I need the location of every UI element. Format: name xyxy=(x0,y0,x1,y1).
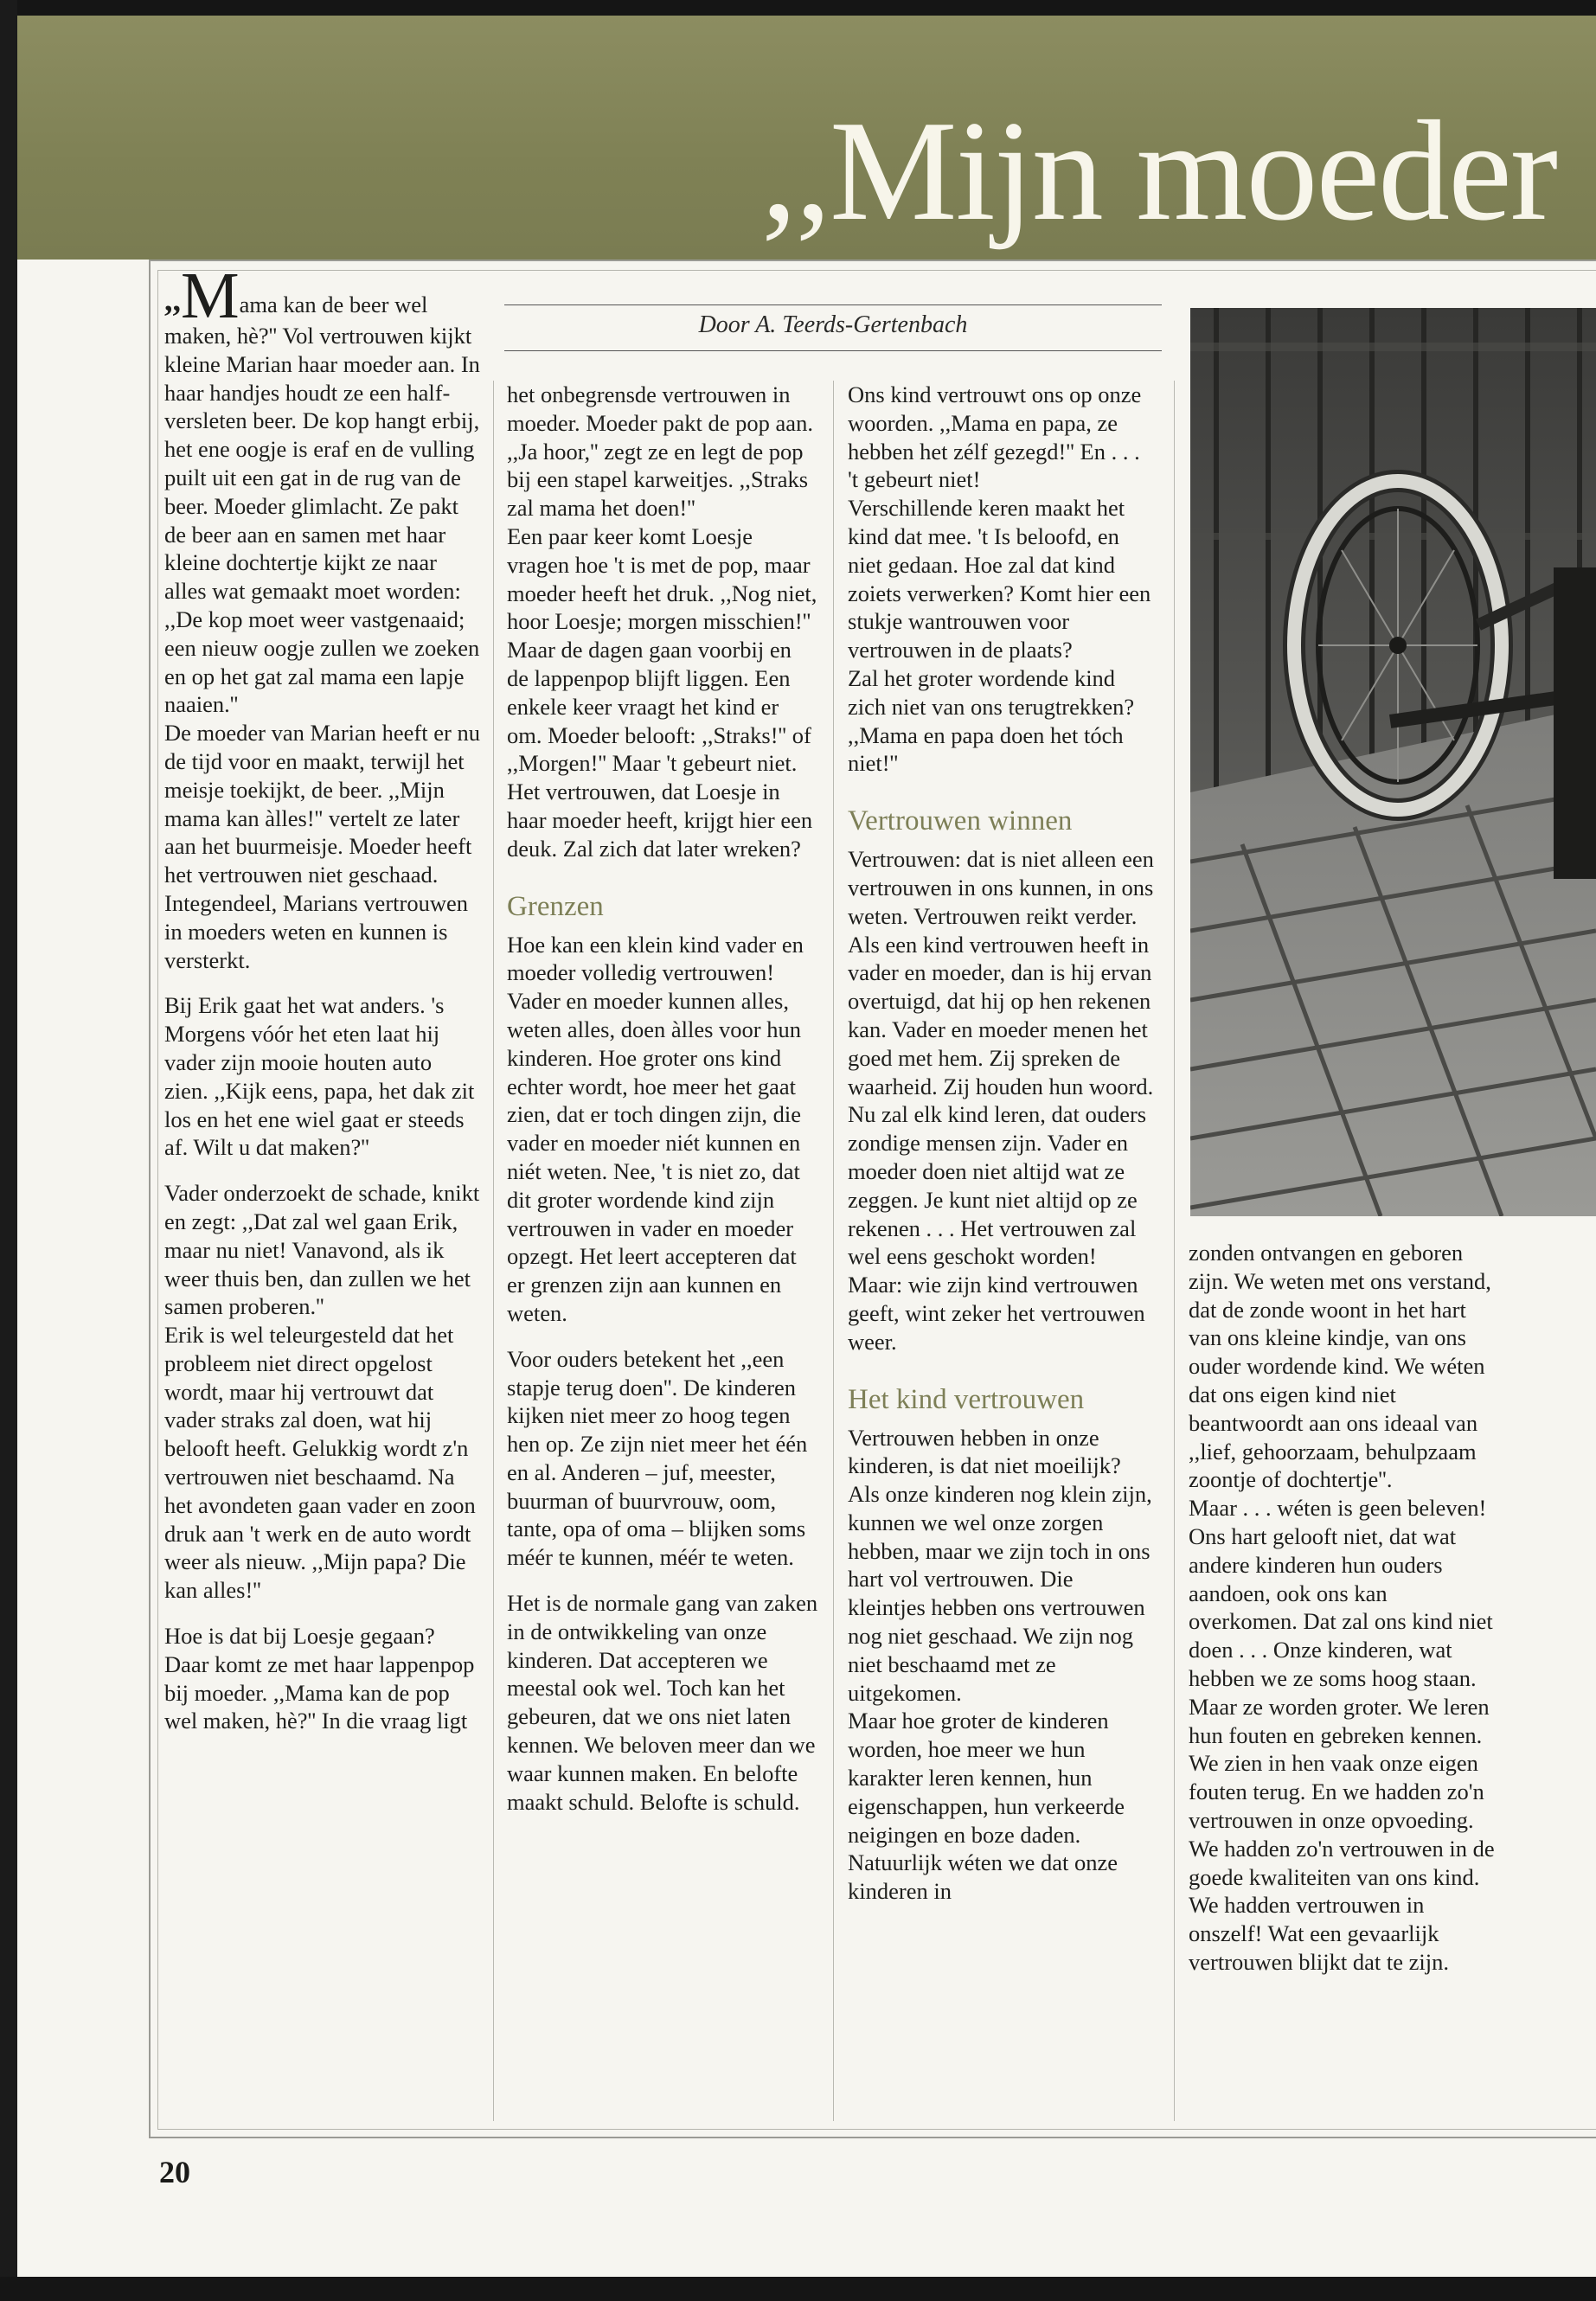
paragraph: Hoe kan een klein kind vader en moeder volledig vertrouwen! Vader en moeder kunnen alles, weten alles, doen àlles voor hun kinderen. Hoe groter ons kind echter wordt, hoe meer het gaat zien, dat er toch dingen zijn, die vader en moeder niét kunnen en niét weten. Nee, 't is niet zo, dat dit groter wordende kind zijn vertrouwen in vader en moeder opzegt. Het leert accepteren dat er grenzen zijn aan kunnen en weten. xyxy=(507,931,804,1326)
byline: Door A. Teerds-Gertenbach xyxy=(698,311,968,338)
bicycle-photo xyxy=(1190,308,1596,1216)
paragraph: Hoe is dat bij Loesje gegaan? Daar komt ze met haar lappenpop bij moeder. ,,Mama kan de pop wel maken, hè?'' In die vraag ligt xyxy=(164,1623,475,1734)
column-3 xyxy=(848,381,1155,1906)
paragraph: Vertrouwen hebben in onze kinderen, is dat niet moeilijk? Als onze kinderen nog klein zijn, kunnen we wel onze zorgen hebben, maar we zijn toch in ons hart vol vertrouwen. Die kleintjes hebben ons vertrouwen nog niet geschaad. We zijn nog niet beschaamd met ze uitgekomen. xyxy=(848,1424,1152,1706)
subheading-grenzen: Grenzen xyxy=(507,890,604,922)
paragraph: Maar de dagen gaan voorbij en de lappenpop blijft liggen. Een enkele keer vraagt het kind er om. Moeder belooft: ,,Straks!'' of ,,Morgen!'' Maar 't gebeurt niet. Het vertrouwen, dat Loesje in haar moeder heeft, krijgt hier een deuk. Zal zich dat later wreken? xyxy=(507,637,813,862)
paragraph: Ons kind vertrouwt ons op onze woorden. ,,Mama en papa, ze hebben het zélf gezegd!'' En . . . 't gebeurt niet! xyxy=(848,381,1142,493)
column-2 xyxy=(507,381,818,1816)
paragraph: Erik is wel teleurgesteld dat het probleem niet direct opgelost wordt, maar hij vertrouwt dat vader straks zal doen, wat hij belooft heeft. Gelukkig wordt z'n vertrouwen niet beschaamd. Na het avondeten gaan vader en zoon druk aan 't werk en de auto wordt weer als nieuw. ,,Mijn papa? Die kan alles!'' xyxy=(164,1322,476,1604)
paragraph: Maar hoe groter de kinderen worden, hoe meer we hun karakter leren kennen, hun eigenschappen, hun verkeerde neigingen en boze daden. Natuurlijk wéten we dat onze kinderen in xyxy=(848,1708,1125,1905)
lead-text: ama kan de beer wel maken, hè?'' Vol vertrouwen kijkt kleine Marian haar moeder aan. In haar handjes houdt ze een half-versleten beer. De kop hangt erbij, het ene oogje is eraf en de vulling puilt uit een gat in de rug van de beer. Moeder glimlacht. Ze pakt de beer aan en samen met haar kleine dochtertje kijkt ze naar alles wat gemaakt moet worden: ,,De kop moet weer vastgenaaid; een nieuw oogje zullen we zoeken en op het gat zal mama een lapje naaien.'' xyxy=(164,292,480,718)
bicycle-photo-illustration xyxy=(1190,308,1596,1216)
paragraph: Maar . . . wéten is geen beleven! Ons hart gelooft niet, dat wat andere kinderen hun ouders aandoen, ook ons kan overkomen. Dat zal ons kind niet doen . . . Onze kinderen, wat hebben we ze soms hoog staan. Maar ze worden groter. We leren hun fouten en gebreken kennen. We zien in hen vaak onze eigen fouten terug. En we hadden zo'n vertrouwen in onze opvoeding. We hadden zo'n vertrouwen in de goede kwaliteiten van ons kind. We hadden vertrouwen in onszelf! Wat een gevaarlijk vertrouwen blijkt dat te zijn. xyxy=(1189,1495,1495,1975)
paragraph: Vertrouwen: dat is niet alleen een vertrouwen in ons kunnen, in ons weten. Vertrouwen reikt verder. Als een kind vertrouwen heeft in vader en moeder, dan is hij ervan overtuigd, dat hij op hen rekenen kan. Vader en moeder menen het goed met hem. Zij spreken de waarheid. Zij houden hun woord. xyxy=(848,846,1154,1099)
paragraph: Een paar keer komt Loesje vragen hoe 't is met de pop, maar moeder heeft het druk. ,,Nog niet, hoor Loesje; morgen misschien!'' xyxy=(507,522,817,635)
byline-rule-top xyxy=(504,304,1162,305)
scan-left-edge xyxy=(0,0,17,2301)
paragraph: Bij Erik gaat het wat anders. 's Morgens vóór het eten laat hij vader zijn mooie houten auto zien. ,,Kijk eens, papa, het dak zit los en het ene wiel gaat er steeds af. Wilt u dat maken?'' xyxy=(164,992,475,1161)
byline-rule-bottom xyxy=(504,350,1162,351)
paragraph: Het is de normale gang van zaken in de ontwikkeling van onze kinderen. Dat accepteren we meestal ook wel. Toch kan het gebeuren, dat we ons niet laten kennen. We beloven meer dan we waar kunnen maken. En belofte maakt schuld. Belofte is schuld. xyxy=(507,1590,818,1815)
article-title: ,,Mijn moeder xyxy=(761,91,1557,250)
drop-cap: M xyxy=(181,260,240,332)
title-banner xyxy=(17,16,1596,260)
paragraph: Nu zal elk kind leren, dat ouders zondige mensen zijn. Vader en moeder doen niet altijd wat ze zeggen. Je kunt niet altijd op ze rekenen . . . Het vertrouwen zal wel eens geschokt worden! Maar: wie zijn kind vertrouwen geeft, wint zeker het vertrouwen weer. xyxy=(848,1101,1147,1355)
scan-bottom-edge xyxy=(0,2277,1596,2301)
page-number: 20 xyxy=(159,2155,190,2189)
column-rule-3 xyxy=(1174,381,1175,2121)
scan-top-edge xyxy=(0,0,1596,16)
paragraph: Voor ouders betekent het ,,een stapje terug doen''. De kinderen kijken niet meer zo hoog tegen hen op. Ze zijn niet meer het één en al. Anderen – juf, meester, buurman of buurvrouw, oom, tante, opa of oma – blijken soms méér te kunnen, méér te weten. xyxy=(507,1345,808,1571)
column-1 xyxy=(164,260,480,1735)
column-rule-2 xyxy=(833,381,834,2121)
paragraph: De moeder van Marian heeft er nu de tijd voor en maakt, terwijl het meisje toekijkt, de beer. ,,Mijn mama kan àlles!'' vertelt ze later aan het buurmeisje. Moeder heeft het vertrouwen niet geschaad. Integendeel, Marians vertrouwen in moeders weten en kunnen is versterkt. xyxy=(164,720,480,973)
paragraph: zonden ontvangen en geboren zijn. We weten met ons verstand, dat de zonde woont in het hart van ons kleine kindje, van ons ouder wordende kind. We wéten dat ons eigen kind niet beantwoordt aan ons ideaal van ,,lief, gehoorzaam, behulpzaam zoontje of dochtertje''. xyxy=(1189,1240,1491,1493)
lead-paragraph xyxy=(164,260,480,719)
paragraph: Vader onderzoekt de schade, knikt en zegt: ,,Dat zal wel gaan Erik, maar nu niet! Vanavond, als ik weer thuis ben, dan zullen we het samen proberen.'' xyxy=(164,1180,480,1320)
column-rule-1 xyxy=(493,381,494,2121)
lead-open-quote: ,, xyxy=(164,282,181,318)
paragraph: Zal het groter wordende kind zich niet van ons terugtrekken? ,,Mama en papa doen het tóch niet!'' xyxy=(848,664,1135,777)
paragraph: het onbegrensde vertrouwen in moeder. Moeder pakt de pop aan. ,,Ja hoor,'' zegt ze en legt de pop bij een stapel karweitjes. ,,Straks zal mama het doen!'' xyxy=(507,381,813,522)
paragraph: Verschillende keren maakt het kind dat mee. 't Is beloofd, en niet gedaan. Hoe zal dat kind zoiets verwerken? Komt hier een stukje wantrouwen voor vertrouwen in de plaats? xyxy=(848,495,1151,663)
subheading-het-kind-vertrouwen: Het kind vertrouwen xyxy=(848,1383,1085,1415)
column-4 xyxy=(1189,1239,1496,1977)
subheading-vertrouwen-winnen: Vertrouwen winnen xyxy=(848,805,1073,837)
